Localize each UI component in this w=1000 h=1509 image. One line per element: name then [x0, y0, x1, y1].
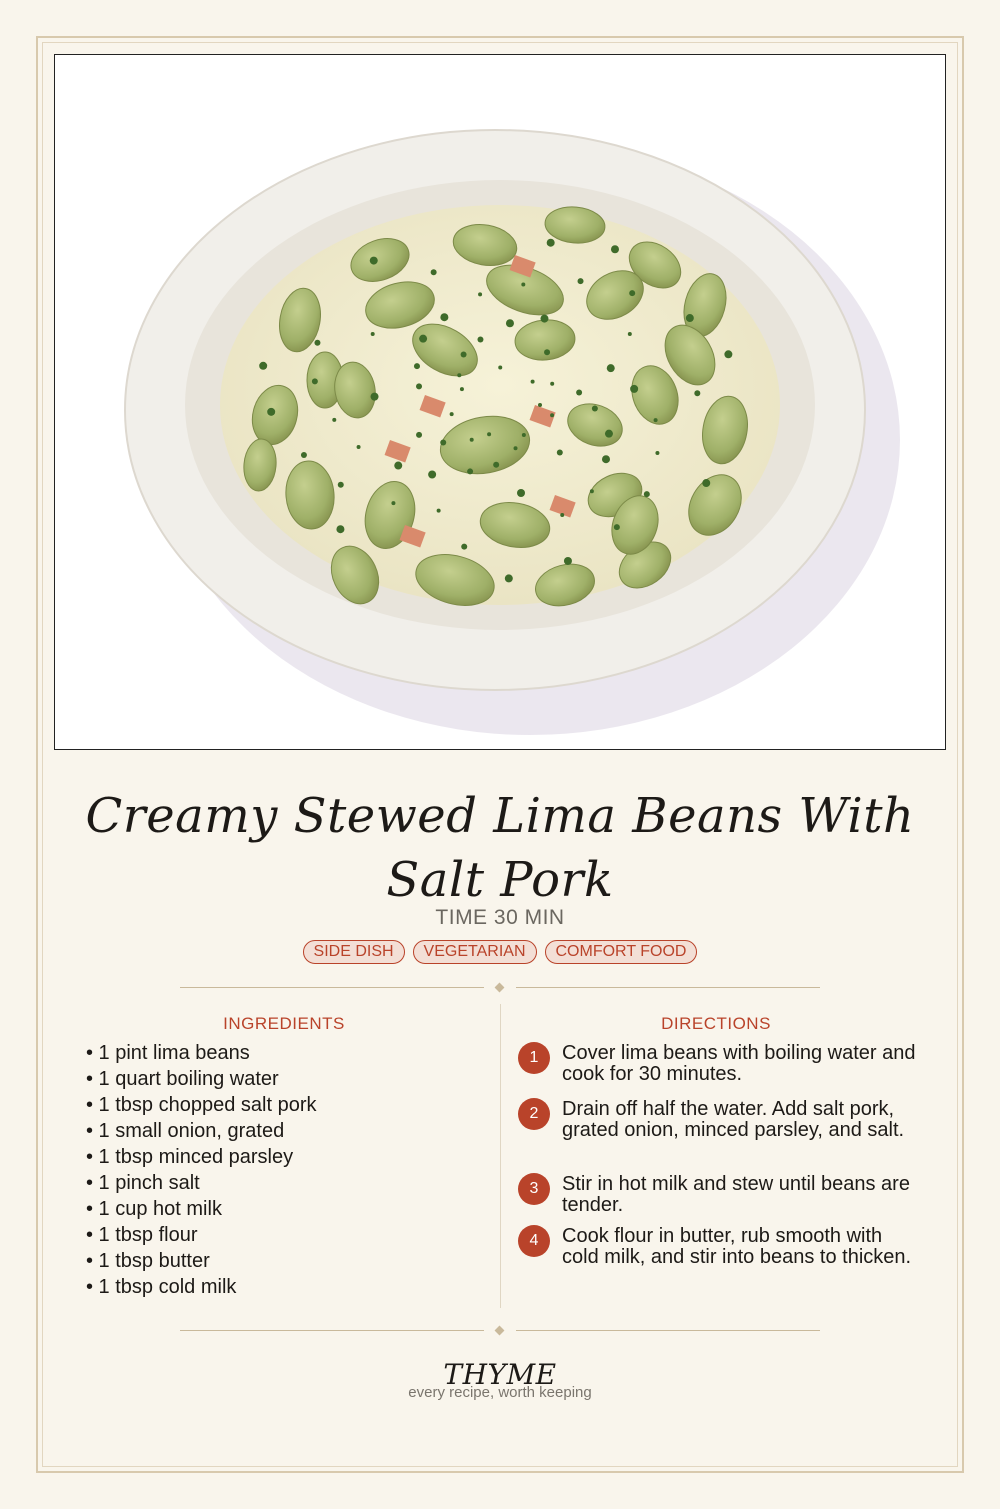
tag-comfort-food[interactable]: COMFORT FOOD — [545, 940, 698, 964]
step-text: Stir in hot milk and stew until beans are tender. — [562, 1173, 910, 1216]
step-number-badge: 1 — [518, 1042, 550, 1074]
step-text: Cover lima beans with boiling water and cook for 30 minutes. — [562, 1042, 916, 1085]
ingredients-heading: INGREDIENTS — [223, 1014, 345, 1033]
recipe-photo — [54, 54, 946, 750]
step-number-badge: 3 — [518, 1173, 550, 1205]
ingredient-item: • 1 pinch salt — [86, 1172, 200, 1194]
brand-tagline: every recipe, worth keeping — [408, 1384, 592, 1401]
bowl-of-lima-beans-illustration — [55, 55, 945, 749]
ingredients-list — [86, 1040, 316, 1300]
column-separator — [500, 1004, 501, 1308]
ingredient-item: • 1 quart boiling water — [86, 1068, 279, 1090]
tag-side-dish[interactable]: SIDE DISH — [303, 940, 405, 964]
ingredient-item: • 1 pint lima beans — [86, 1042, 250, 1064]
ingredient-item: • 1 small onion, grated — [86, 1120, 285, 1142]
ingredient-item: • 1 cup hot milk — [86, 1198, 222, 1220]
tag-list — [0, 940, 1000, 964]
ingredient-item: • 1 tbsp minced parsley — [86, 1146, 294, 1168]
step-number-badge: 2 — [518, 1098, 550, 1130]
ingredient-item: • 1 tbsp cold milk — [86, 1276, 237, 1298]
divider-bottom — [180, 1325, 820, 1337]
step-text: Cook flour in butter, rub smooth with cold milk, and stir into beans to thicken. — [562, 1225, 912, 1268]
brand-logo: THYME — [443, 1358, 557, 1391]
recipe-title: Creamy Stewed Lima Beans With Salt Pork — [85, 788, 915, 908]
ingredient-item: • 1 tbsp chopped salt pork — [86, 1094, 317, 1116]
step-text: Drain off half the water. Add salt pork, grated onion, minced parsley, and salt. — [562, 1098, 905, 1141]
diamond-ornament-icon — [495, 1326, 505, 1336]
directions-heading: DIRECTIONS — [661, 1014, 771, 1033]
tag-vegetarian[interactable]: VEGETARIAN — [413, 940, 537, 964]
diamond-ornament-icon — [495, 983, 505, 993]
ingredient-item: • 1 tbsp butter — [86, 1250, 210, 1272]
cook-time: TIME 30 MIN — [435, 906, 565, 929]
divider-top — [180, 982, 820, 994]
step-number-badge: 4 — [518, 1225, 550, 1257]
ingredient-item: • 1 tbsp flour — [86, 1224, 198, 1246]
